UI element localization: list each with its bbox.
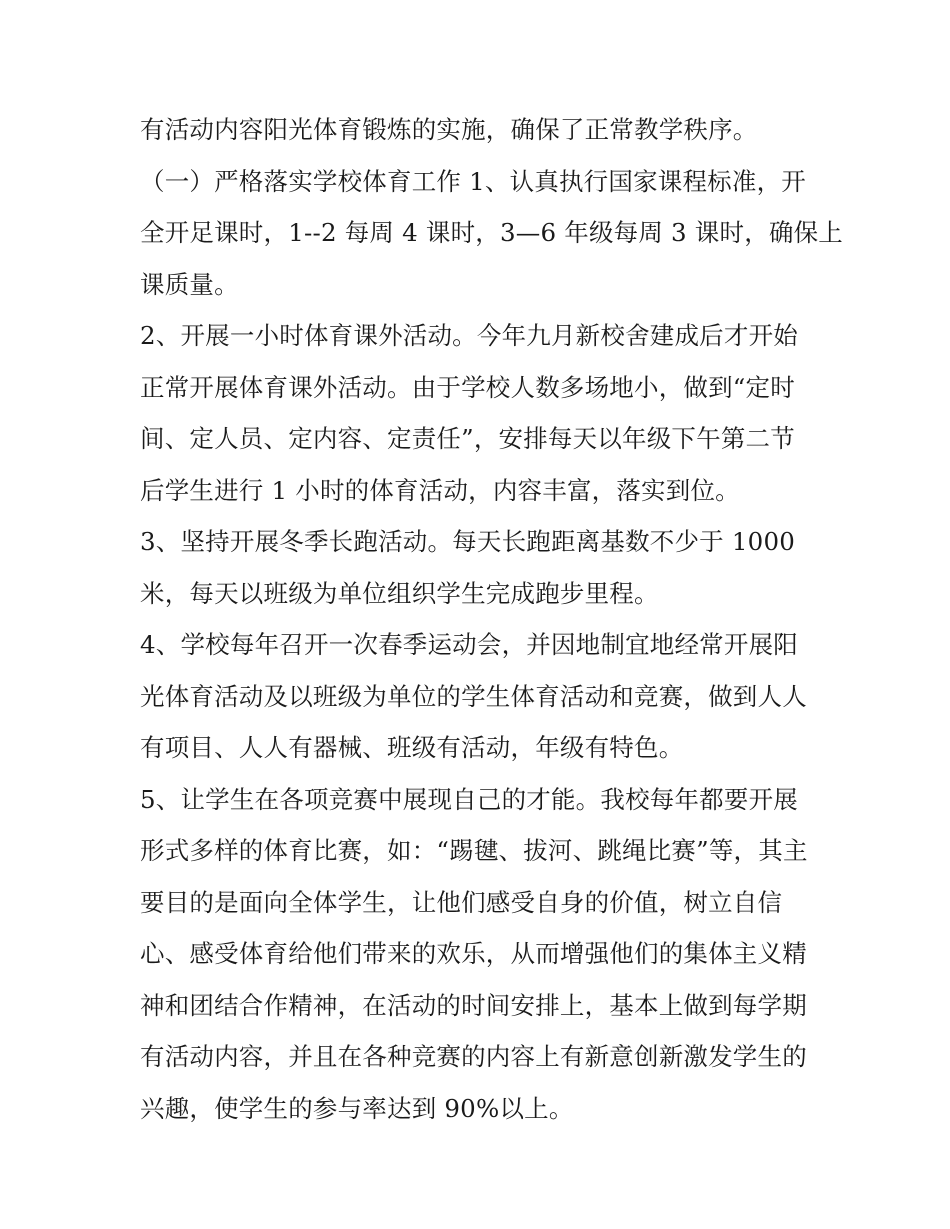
text-line: 正常开展体育课外活动。由于学校人数多场地小，做到“定时	[140, 372, 795, 402]
text-line: 兴趣，使学生的参与率达到 90%以上。	[140, 1093, 574, 1123]
text-line: 课质量。	[140, 269, 239, 299]
text-line: 间、定人员、定内容、定责任”，安排每天以年级下午第二节	[140, 424, 795, 453]
text-line: 光体育活动及以班级为单位的学生体育活动和竞赛，做到人人	[140, 681, 807, 711]
text-line: 米，每天以班级为单位组织学生完成跑步里程。	[140, 578, 659, 608]
document-body	[140, 104, 844, 1134]
text-line: （一）严格落实学校体育工作 1、认真执行国家课程标准，开	[140, 166, 806, 196]
text-line: 2、开展一小时体育课外活动。今年九月新校舍建成后才开始	[140, 321, 798, 350]
text-line: 有项目、人人有器械、班级有活动，年级有特色。	[140, 733, 684, 762]
text-line: 全开足课时，1--2 每周 4 课时，3—6 年级每周 3 课时，确保上	[140, 218, 844, 247]
text-line: 形式多样的体育比赛，如：“踢毽、拔河、跳绳比赛”等，其主	[140, 836, 808, 865]
text-line: 心、感受体育给他们带来的欢乐，从而增强他们的集体主义精	[140, 939, 807, 968]
text-line: 神和团结合作精神，在活动的时间安排上，基本上做到每学期	[140, 990, 807, 1020]
text-line: 要目的是面向全体学生，让他们感受自身的价值，树立自信	[140, 887, 783, 917]
text-line: 3、坚持开展冬季长跑活动。每天长跑距离基数不少于 1000	[140, 527, 796, 556]
text-line: 有活动内容，并且在各种竞赛的内容上有新意创新激发学生的	[140, 1042, 807, 1071]
text-line: 5、让学生在各项竞赛中展现自己的才能。我校每年都要开展	[140, 784, 798, 814]
text-line: 4、学校每年召开一次春季运动会，并因地制宜地经常开展阳	[140, 630, 798, 659]
text-line: 后学生进行 1 小时的体育活动，内容丰富，落实到位。	[140, 475, 740, 505]
text-line: 有活动内容阳光体育锻炼的实施，确保了正常教学秩序。	[140, 115, 758, 144]
